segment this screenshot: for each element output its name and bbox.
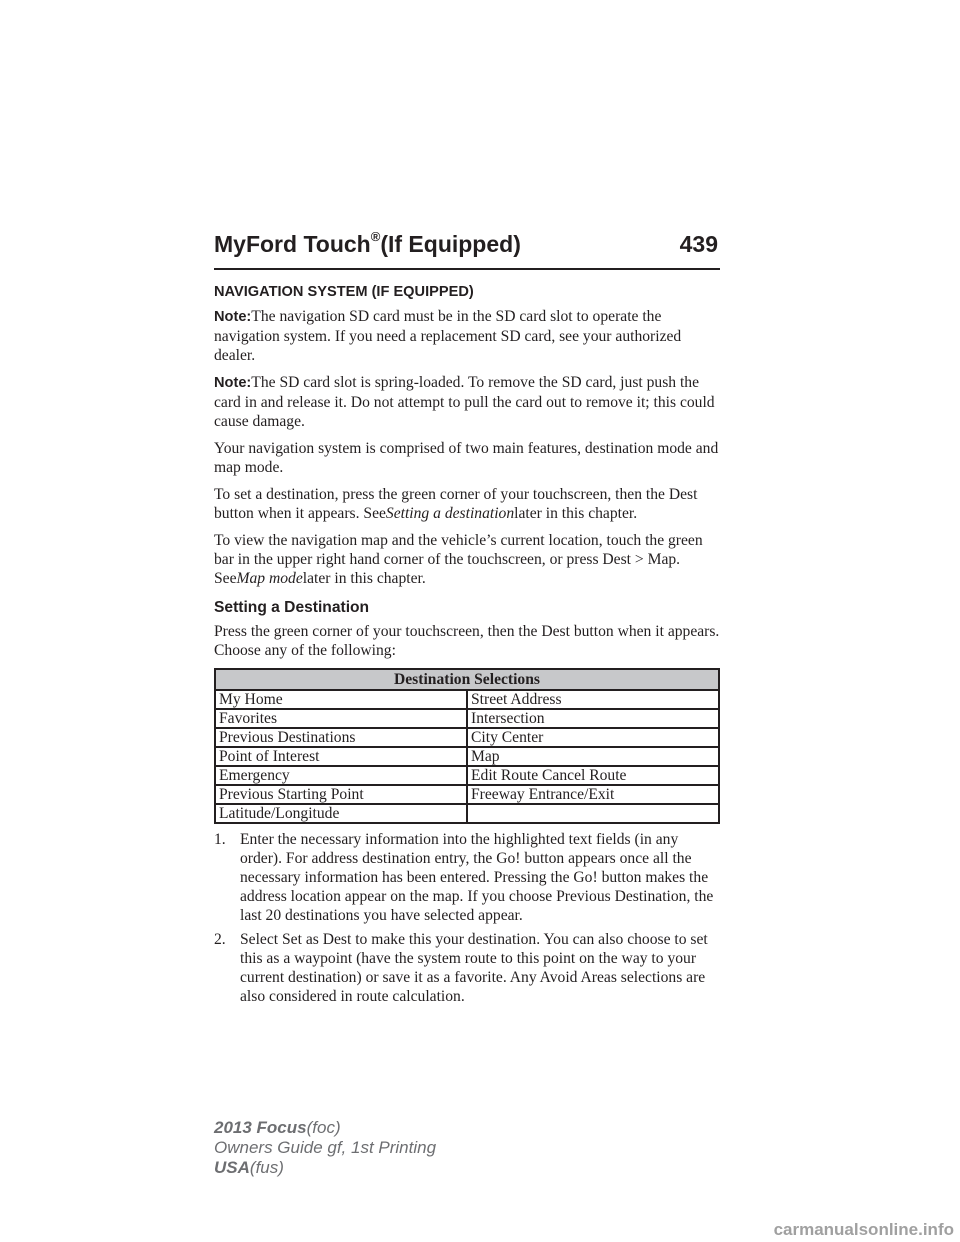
site-watermark: carmanualsonline.info bbox=[773, 1220, 954, 1239]
list-item bbox=[214, 930, 720, 1006]
step-text: Select Set as Dest to make this your destination. You can also choose to set this as a waypoint (have the system route to this point on the way to your current destination) or save it as a favorite. Any Avoid Areas selections are also considered in route calculation. bbox=[240, 931, 708, 1005]
footer-line-guide: Owners Guide gf, 1st Printing bbox=[214, 1138, 437, 1157]
table-cell: Edit Route Cancel Route bbox=[467, 766, 719, 785]
table-row bbox=[215, 804, 719, 823]
footer-model-code: (foc) bbox=[306, 1118, 341, 1137]
table-cell: Map bbox=[467, 747, 719, 766]
footer-model: 2013 Focus bbox=[214, 1118, 307, 1137]
page-header bbox=[214, 228, 720, 270]
page-number: 439 bbox=[679, 231, 718, 257]
note-text: The SD card slot is spring-loaded. To remove the SD card, just push the card in and release it. Do not attempt to pull the card out to remove it; this could cause damage. bbox=[214, 374, 715, 430]
footer-line-model bbox=[214, 1118, 436, 1138]
table-row bbox=[215, 728, 719, 747]
page-content bbox=[214, 282, 720, 1011]
print-footer bbox=[214, 1118, 436, 1178]
registered-trademark-mark: ® bbox=[370, 229, 381, 245]
table-cell: Intersection bbox=[467, 709, 719, 728]
table-cell: My Home bbox=[215, 690, 467, 709]
paragraph-set-destination bbox=[214, 485, 720, 523]
step-text: Enter the necessary information into the highlighted text fields (in any order). For address destination entry, the Go! button appears once all the necessary information has been entered. Pressing the Go! button makes the address location appear on the map. If you choose Previous Destination, the last 20 destinations you have selected appear. bbox=[240, 831, 714, 924]
paragraph-features: Your navigation system is comprised of two main features, destination mode and map mode. bbox=[214, 440, 719, 476]
paragraph-text: later in this chapter. bbox=[302, 570, 426, 587]
note-label: Note: bbox=[214, 309, 252, 325]
note-label: Note: bbox=[214, 375, 252, 391]
note-sd-slot bbox=[214, 373, 720, 431]
table-header: Destination Selections bbox=[215, 669, 719, 690]
footer-line-market bbox=[214, 1158, 436, 1178]
table-cell: Point of Interest bbox=[215, 747, 467, 766]
table-cell: Favorites bbox=[215, 709, 467, 728]
paragraph-text: later in this chapter. bbox=[514, 505, 638, 522]
table-cell: Previous Starting Point bbox=[215, 785, 467, 804]
table-cell: Previous Destinations bbox=[215, 728, 467, 747]
chapter-title-text: MyFord Touch bbox=[214, 231, 371, 257]
paragraph-view-map bbox=[214, 531, 720, 588]
paragraph-text: To set a destination, press the green corner of your touchscreen, then the Dest button when it appears. See bbox=[214, 486, 698, 522]
note-text: The navigation SD card must be in the SD card slot to operate the navigation system. If you need a replacement SD card, see your authorized dealer. bbox=[214, 308, 682, 364]
footer-market-code: (fus) bbox=[249, 1158, 284, 1177]
paragraph-text: To view the navigation map and the vehicle’s current location, touch the green bar in the upper right hand corner of the touchscreen, or press Dest > Map. See bbox=[214, 532, 703, 587]
table-cell bbox=[467, 804, 719, 823]
table-cell: Emergency bbox=[215, 766, 467, 785]
cross-reference-link[interactable]: Map mode bbox=[236, 570, 303, 587]
table-cell: Latitude/Longitude bbox=[215, 804, 467, 823]
table-row bbox=[215, 690, 719, 709]
table-row bbox=[215, 785, 719, 804]
list-item bbox=[214, 830, 720, 925]
chapter-title bbox=[214, 231, 521, 258]
step-number: 1. bbox=[214, 831, 226, 848]
table-cell: Freeway Entrance/Exit bbox=[467, 785, 719, 804]
note-sd-card bbox=[214, 307, 720, 365]
subsection-intro: Press the green corner of your touchscreen, then the Dest button when it appears. Choose any of the following: bbox=[214, 623, 720, 659]
section-heading: NAVIGATION SYSTEM (IF EQUIPPED) bbox=[214, 284, 474, 300]
cross-reference-link[interactable]: Setting a destination bbox=[385, 505, 515, 522]
step-number: 2. bbox=[214, 931, 226, 948]
destination-selections-table bbox=[214, 668, 720, 824]
steps-list bbox=[214, 830, 720, 1006]
table-cell: City Center bbox=[467, 728, 719, 747]
table-row bbox=[215, 766, 719, 785]
table-row bbox=[215, 709, 719, 728]
table-cell: Street Address bbox=[467, 690, 719, 709]
subsection-heading: Setting a Destination bbox=[214, 599, 370, 616]
table-row bbox=[215, 747, 719, 766]
chapter-title-suffix: (If Equipped) bbox=[380, 231, 521, 257]
footer-market: USA bbox=[214, 1158, 250, 1177]
